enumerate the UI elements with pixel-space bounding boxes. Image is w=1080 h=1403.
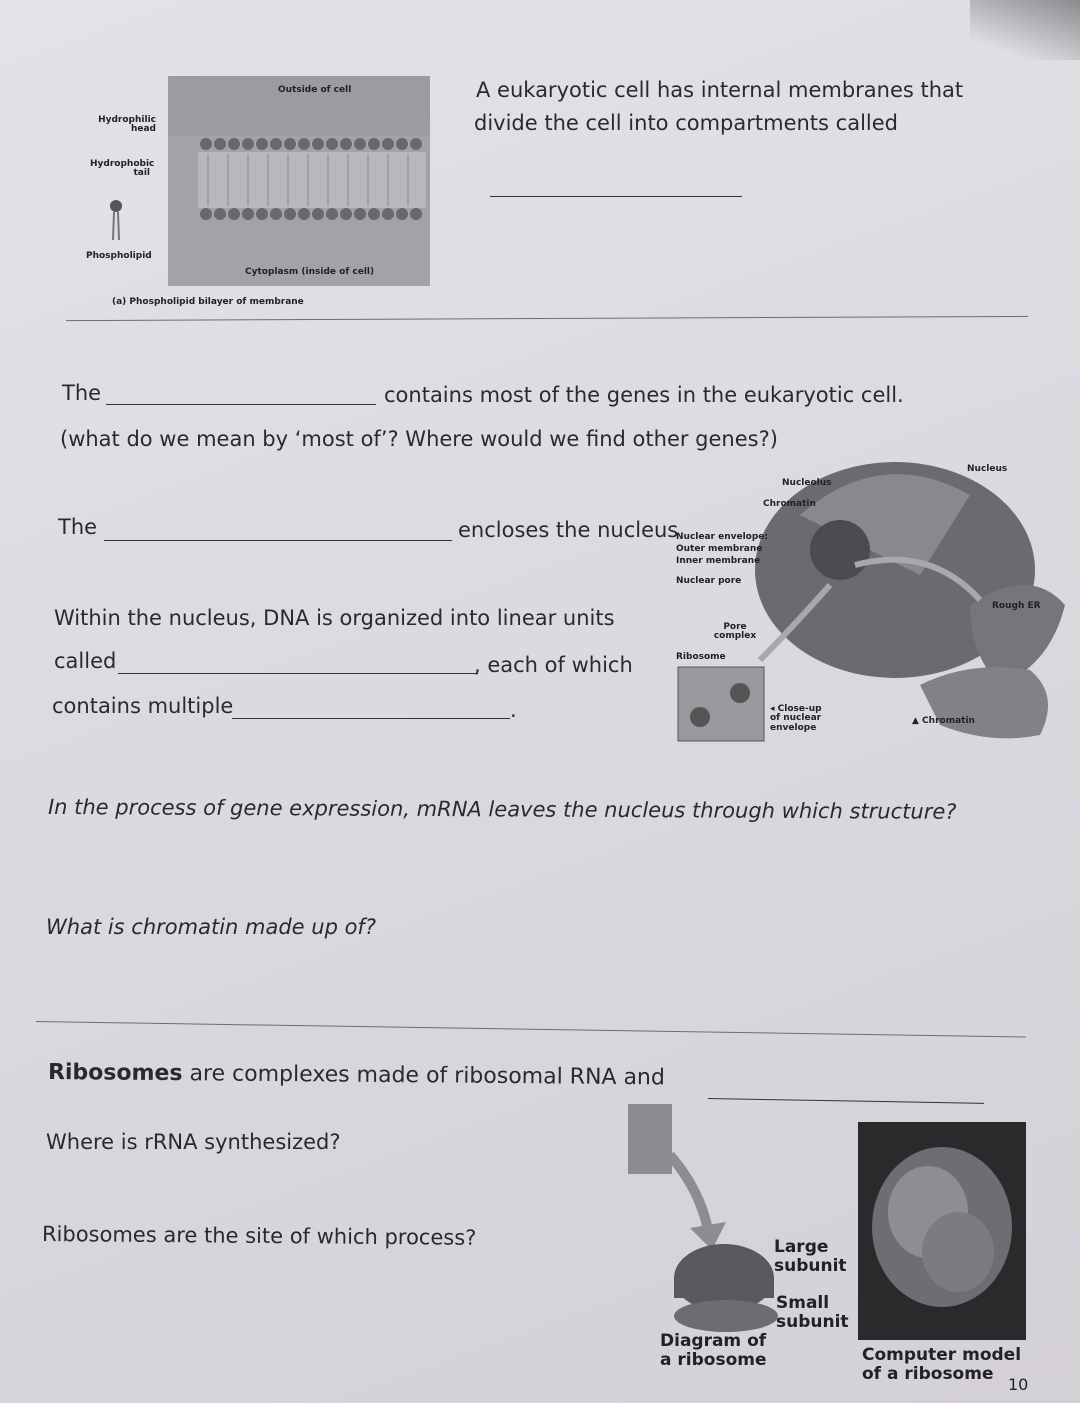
membrane-image (168, 76, 430, 286)
q1-line1: A eukaryotic cell has internal membranes that (476, 78, 964, 102)
nuclear-pore-label: Nuclear pore (676, 576, 742, 586)
q5-text: In the process of gene expression, mRNA leaves the nucleus through which structure? (47, 795, 957, 824)
pore-complex-label: Pore complex (713, 622, 757, 642)
q7-bold: Ribosomes (47, 1060, 183, 1087)
cytoplasm-label: Cytoplasm (inside of cell) (245, 267, 375, 277)
q9-text: Ribosomes are the site of which process? (41, 1222, 477, 1250)
q3-answer-blank[interactable] (104, 540, 452, 541)
q2-suffix: contains most of the genes in the eukaryotic cell. (384, 383, 904, 407)
q7-text (48, 1062, 665, 1089)
q4-line1: Within the nucleus, DNA is organized into linear units (54, 606, 615, 630)
page-number: 10 (1008, 1375, 1029, 1394)
q2-followup: (what do we mean by ‘most of’? Where would we find other genes?) (60, 427, 778, 451)
outer-membrane-label: Outer membrane (676, 544, 763, 554)
q8-text: Where is rRNA synthesized? (46, 1130, 341, 1154)
closeup-label: ◂ Close-up of nuclear envelope (770, 704, 822, 733)
q7-answer-blank[interactable] (708, 1098, 984, 1104)
ribosome-label: Ribosome (676, 652, 726, 662)
membrane-caption: (a) Phospholipid bilayer of membrane (112, 297, 304, 307)
chromatin-label: Chromatin (763, 499, 816, 509)
nucleus-label: Nucleus (967, 464, 1008, 474)
nucleolus-label: Nucleolus (782, 478, 832, 488)
ribosome-computer-model (858, 1122, 1026, 1340)
page-shadow (970, 0, 1080, 60)
q2-answer-blank[interactable] (106, 404, 376, 405)
ribosome-diagram (666, 1244, 786, 1334)
model-caption: Computer model of a ribosome (862, 1345, 1022, 1384)
q4-answer-blank-1[interactable] (118, 673, 478, 674)
inner-membrane-label: Inner membrane (676, 556, 761, 566)
q4-answer-blank-2[interactable] (232, 718, 510, 719)
q1-line2: divide the cell into compartments called (474, 111, 898, 135)
section-divider-2 (36, 1021, 1026, 1038)
q4-called: called (54, 649, 117, 673)
chromatin-closeup-label: ▲ Chromatin (912, 716, 975, 726)
q3-prefix: The (58, 515, 98, 539)
large-subunit-label: Large subunit (774, 1237, 847, 1276)
q6-text: What is chromatin made up of? (46, 915, 376, 939)
q4-each: , each of which (474, 653, 633, 677)
phospholipid-icon (108, 198, 124, 244)
arrow-icon (660, 1150, 740, 1250)
hydrophilic-label: Hydrophilic head (98, 115, 156, 135)
q4-contains: contains multiple (52, 694, 234, 718)
small-subunit-label: Small subunit (776, 1293, 849, 1332)
phospholipid-label: Phospholipid (86, 251, 152, 261)
section-divider-1 (66, 316, 1028, 321)
nuclear-envelope-label: Nuclear envelope: (676, 532, 769, 542)
q1-answer-blank[interactable] (490, 196, 742, 197)
q7-rest: are complexes made of ribosomal RNA and (189, 1061, 666, 1091)
diagram-caption: Diagram of a ribosome (660, 1331, 767, 1370)
q3-suffix: encloses the nucleus (458, 518, 679, 542)
rough-er-label: Rough ER (992, 601, 1041, 611)
q4-period: . (510, 698, 517, 722)
outside-cell-label: Outside of cell (278, 85, 352, 95)
hydrophobic-label: Hydrophobic tail (90, 159, 155, 179)
q2-prefix: The (62, 381, 102, 405)
